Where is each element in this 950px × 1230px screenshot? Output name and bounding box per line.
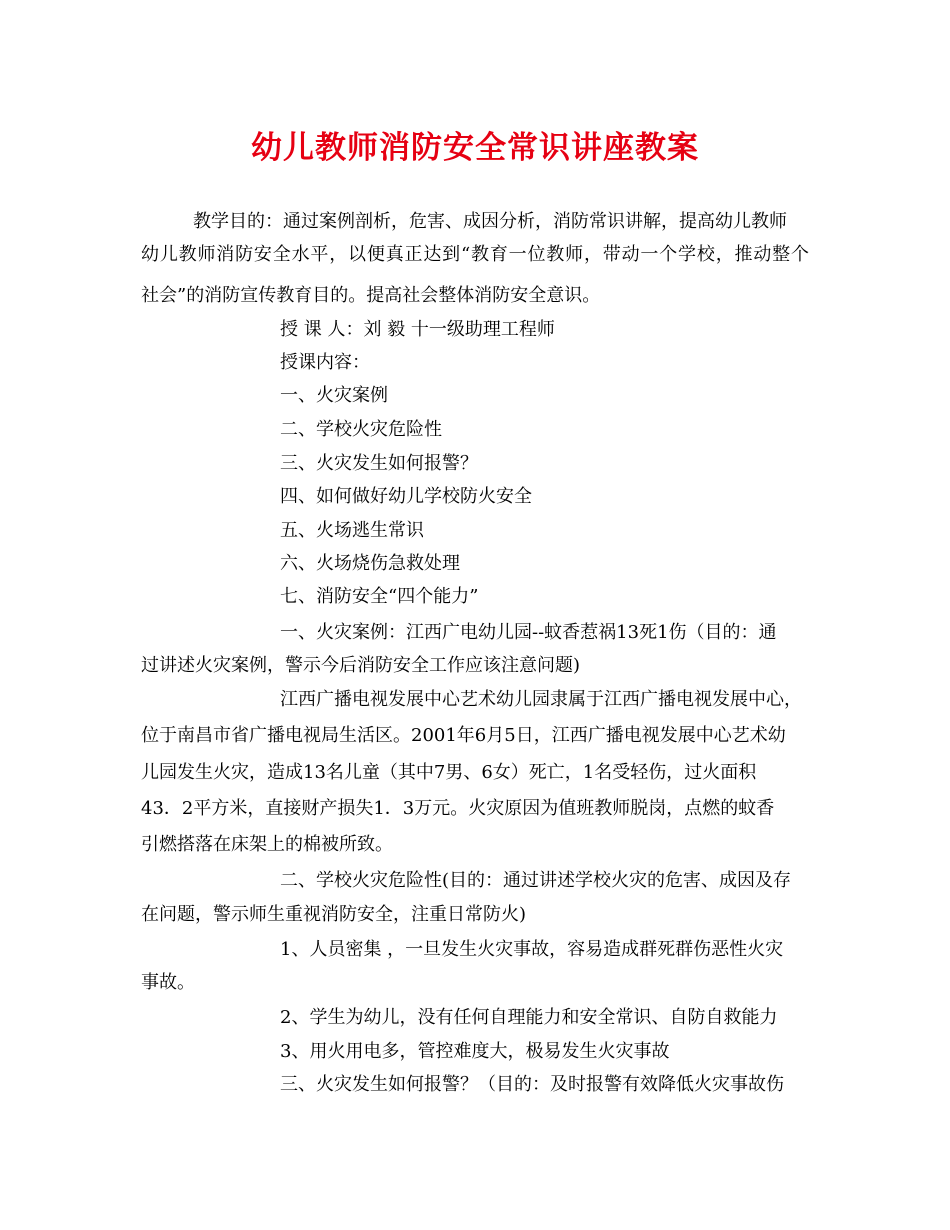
list-item: 三、火灾发生如何报警？	[280, 453, 478, 474]
paragraph-line: 江西广播电视发展中心艺术幼儿园隶属于江西广播电视发展中心，	[280, 689, 802, 710]
paragraph-line: 在问题，警示师生重视消防安全，注重日常防火)	[141, 904, 527, 925]
section-heading: 二、学校火灾危险性(目的：通过讲述学校火灾的危害、成因及存	[280, 870, 792, 891]
list-item: 五、火场逃生常识	[280, 520, 424, 541]
list-item: 四、如何做好幼儿学校防火安全	[280, 486, 532, 507]
paragraph-line: 授 课 人：刘 毅 十一级助理工程师	[280, 319, 555, 340]
document-title: 幼儿教师消防安全常识讲座教案	[251, 130, 699, 166]
paragraph-line: 1、人员密集 ，一旦发生火灾事故，容易造成群死群伤恶性火灾	[280, 939, 784, 960]
paragraph-line: 儿园发生火灾，造成13名儿童（其中7男、6女）死亡，1名受轻伤，过火面积	[141, 762, 757, 783]
list-item: 七、消防安全“四个能力”	[280, 586, 479, 607]
paragraph-line: 授课内容：	[280, 352, 370, 373]
list-item: 一、火灾案例	[280, 385, 388, 406]
paragraph-line: 引燃搭落在床架上的棉被所致。	[141, 834, 393, 855]
list-item: 二、学校火灾危险性	[280, 419, 442, 440]
paragraph-line: 过讲述火灾案例，警示今后消防安全工作应该注意问题)	[141, 655, 581, 676]
paragraph-line: 教学目的：通过案例剖析，危害、成因分析，消防常识讲解，提高幼儿教师	[193, 211, 787, 232]
section-heading: 三、火灾发生如何报警？（目的：及时报警有效降低火灾事故伤	[280, 1074, 784, 1095]
paragraph-line: 43．2平方米，直接财产损失1．3万元。火灾原因为值班教师脱岗，点燃的蚊香	[141, 798, 775, 819]
list-item: 六、火场烧伤急救处理	[280, 553, 460, 574]
section-heading: 一、火灾案例：江西广电幼儿园--蚊香惹祸13死1伤（目的：通	[280, 622, 777, 643]
paragraph-line: 3、用火用电多，管控难度大，极易发生火灾事故	[280, 1041, 670, 1062]
paragraph-line: 幼儿教师消防安全水平，以便真正达到“教育一位教师，带动一个学校，推动整个	[141, 244, 809, 265]
paragraph-line: 事故。	[141, 972, 195, 993]
paragraph-line: 位于南昌市省广播电视局生活区。2001年6月5日，江西广播电视发展中心艺术幼	[141, 725, 786, 746]
paragraph-line: 2、学生为幼儿，没有任何自理能力和安全常识、自防自救能力	[280, 1007, 778, 1028]
paragraph-line: 社会”的消防宣传教育目的。提高社会整体消防安全意识。	[141, 285, 601, 306]
